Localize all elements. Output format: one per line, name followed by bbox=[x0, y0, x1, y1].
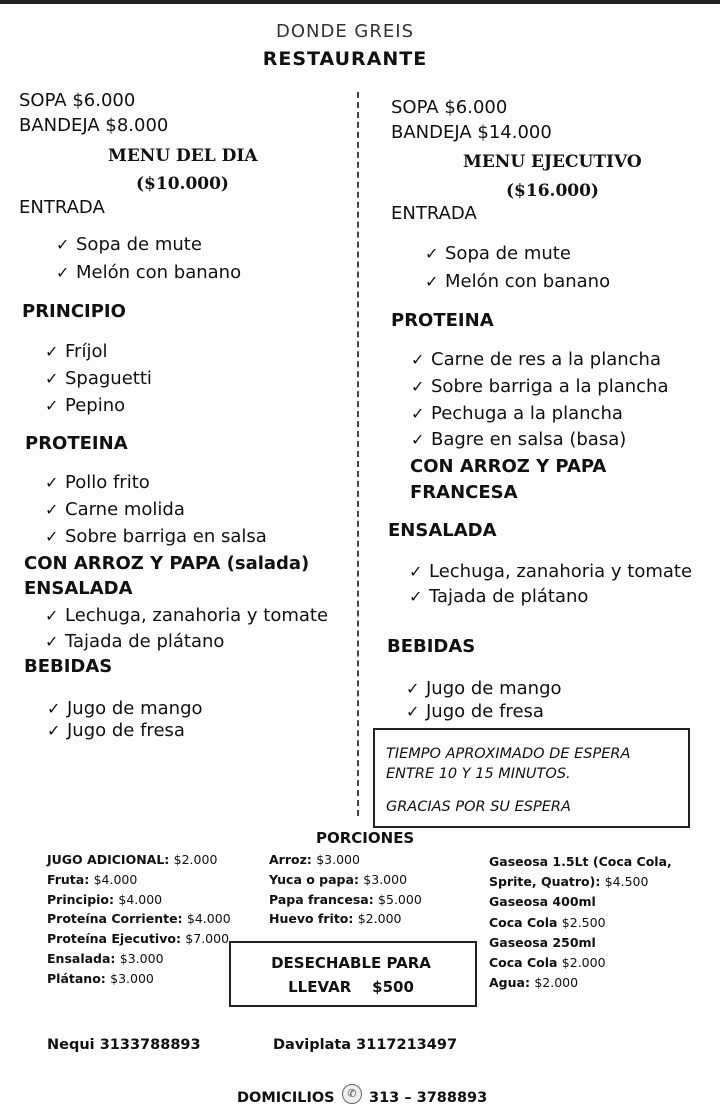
porcion-price: $7.000 bbox=[185, 931, 230, 947]
domicilios-phone: 313 – 3788893 bbox=[369, 1090, 488, 1106]
left-proteina-heading: PROTEINA bbox=[25, 433, 128, 454]
check-icon: ✓ bbox=[45, 606, 59, 625]
check-icon: ✓ bbox=[411, 350, 425, 369]
disposable-box bbox=[229, 941, 477, 1007]
porcion-item bbox=[47, 909, 231, 929]
right-entrada-item: ✓ Sopa de mute bbox=[425, 243, 571, 264]
right-bebidas-item: ✓ Jugo de fresa bbox=[406, 701, 544, 722]
left-bebidas-heading: BEBIDAS bbox=[24, 656, 113, 677]
porcion-item bbox=[269, 850, 422, 870]
whatsapp-icon: ✆ bbox=[342, 1084, 362, 1104]
porcion-label: Agua: bbox=[489, 975, 535, 991]
right-menu-price: ($16.000) bbox=[506, 181, 599, 201]
left-proteina-item: ✓ Pollo frito bbox=[45, 472, 150, 493]
porcion-price: $4.500 bbox=[604, 874, 649, 890]
check-icon: ✓ bbox=[425, 272, 439, 291]
check-icon: ✓ bbox=[411, 430, 425, 449]
porcion-price: $2.000 bbox=[561, 955, 606, 971]
left-ensalada-item: ✓ Tajada de plátano bbox=[45, 631, 225, 652]
porcion-label: JUGO ADICIONAL: bbox=[47, 852, 174, 867]
porcion-label: Fruta: bbox=[47, 871, 94, 887]
left-entrada-heading: ENTRADA bbox=[19, 197, 105, 218]
right-proteina-item: ✓ Pechuga a la plancha bbox=[411, 403, 623, 424]
porcion-item bbox=[489, 872, 672, 892]
porcion-label: Sprite, Quatro): bbox=[489, 874, 605, 890]
restaurant-name: DONDE GREIS bbox=[275, 21, 414, 42]
check-icon: ✓ bbox=[45, 527, 59, 546]
nequi-number: Nequi 3133788893 bbox=[47, 1037, 201, 1053]
porciones-col2 bbox=[269, 850, 422, 929]
left-menu-price: ($10.000) bbox=[136, 174, 229, 194]
right-proteina-item: ✓ Sobre barriga a la plancha bbox=[411, 376, 669, 397]
porcion-label: Gaseosa 400ml bbox=[489, 894, 596, 910]
porcion-label: Yuca o papa: bbox=[269, 871, 364, 887]
porciones-col1 bbox=[47, 850, 231, 989]
check-icon: ✓ bbox=[406, 702, 420, 721]
right-entrada-item: ✓ Melón con banano bbox=[425, 271, 611, 292]
right-menu-title: MENU EJECUTIVO bbox=[463, 152, 642, 172]
porcion-item bbox=[489, 933, 672, 953]
porcion-price: $4.000 bbox=[186, 911, 231, 927]
disposable-line2: LLEVAR $500 bbox=[288, 978, 414, 996]
check-icon: ✓ bbox=[45, 396, 59, 415]
porcion-label: Coca Cola bbox=[489, 955, 562, 971]
right-proteina-item: ✓ Carne de res a la plancha bbox=[411, 349, 661, 370]
porcion-item bbox=[489, 852, 672, 872]
porcion-price: $2.000 bbox=[357, 911, 402, 927]
porcion-label: Ensalada: bbox=[47, 950, 120, 966]
porcion-item bbox=[489, 913, 672, 933]
left-sopa-price: SOPA $6.000 bbox=[19, 90, 136, 111]
check-icon: ✓ bbox=[411, 404, 425, 423]
porcion-item bbox=[489, 973, 672, 993]
right-sopa-price: SOPA $6.000 bbox=[391, 97, 508, 118]
porcion-price: $5.000 bbox=[378, 891, 422, 907]
right-arroz-note-line1: CON ARROZ Y PAPA bbox=[410, 456, 607, 477]
porcion-label: Principio: bbox=[47, 891, 119, 907]
left-bandeja-price: BANDEJA $8.000 bbox=[19, 115, 169, 136]
porcion-price: $3.000 bbox=[363, 871, 408, 887]
right-proteina-heading: PROTEINA bbox=[391, 310, 494, 331]
right-proteina-item: ✓ Bagre en salsa (basa) bbox=[411, 429, 627, 450]
wait-time-line2: ENTRE 10 Y 15 MINUTOS. bbox=[386, 766, 571, 782]
daviplata-number: Daviplata 3117213497 bbox=[273, 1037, 458, 1053]
left-bebidas-item: ✓ Jugo de mango bbox=[47, 698, 203, 719]
porcion-item bbox=[47, 890, 231, 910]
thanks-line: GRACIAS POR SU ESPERA bbox=[386, 799, 571, 815]
check-icon: ✓ bbox=[47, 699, 61, 718]
porcion-label: Papa francesa: bbox=[269, 891, 379, 907]
disposable-line1: DESECHABLE PARA bbox=[271, 954, 431, 972]
left-principio-heading: PRINCIPIO bbox=[22, 301, 126, 322]
check-icon: ✓ bbox=[45, 342, 59, 361]
check-icon: ✓ bbox=[47, 721, 61, 740]
porcion-item bbox=[47, 969, 231, 989]
porciones-heading: PORCIONES bbox=[316, 829, 415, 847]
left-ensalada-item: ✓ Lechuga, zanahoria y tomate bbox=[45, 605, 329, 626]
check-icon: ✓ bbox=[411, 377, 425, 396]
left-proteina-item: ✓ Carne molida bbox=[45, 499, 185, 520]
check-icon: ✓ bbox=[425, 244, 439, 263]
left-proteina-item: ✓ Sobre barriga en salsa bbox=[45, 526, 267, 547]
porcion-price: $3.000 bbox=[119, 950, 164, 966]
check-icon: ✓ bbox=[56, 235, 70, 254]
porcion-price: $2.500 bbox=[561, 914, 606, 930]
right-bebidas-item: ✓ Jugo de mango bbox=[406, 678, 562, 699]
left-entrada-item: ✓ Melón con banano bbox=[56, 262, 242, 283]
porcion-item bbox=[269, 909, 422, 929]
check-icon: ✓ bbox=[45, 632, 59, 651]
porcion-item bbox=[269, 870, 422, 890]
porcion-item bbox=[47, 949, 231, 969]
right-entrada-heading: ENTRADA bbox=[391, 203, 477, 224]
porcion-item bbox=[47, 929, 231, 949]
column-divider bbox=[357, 92, 359, 816]
check-icon: ✓ bbox=[406, 679, 420, 698]
porcion-price: $2.000 bbox=[173, 852, 218, 867]
right-ensalada-heading: ENSALADA bbox=[388, 520, 497, 541]
porcion-price: $3.000 bbox=[110, 970, 154, 986]
check-icon: ✓ bbox=[409, 587, 423, 606]
porcion-item bbox=[47, 870, 231, 890]
porcion-item bbox=[489, 953, 672, 973]
porcion-price: $2.000 bbox=[534, 975, 579, 991]
left-entrada-item: ✓ Sopa de mute bbox=[56, 234, 202, 255]
porcion-item bbox=[269, 890, 422, 910]
porcion-item bbox=[489, 892, 672, 912]
porcion-label: Arroz: bbox=[269, 852, 317, 867]
porcion-label: Gaseosa 1.5Lt (Coca Cola, bbox=[489, 854, 672, 869]
porcion-label: Huevo frito: bbox=[269, 911, 358, 927]
check-icon: ✓ bbox=[45, 369, 59, 388]
right-bebidas-heading: BEBIDAS bbox=[387, 636, 476, 657]
check-icon: ✓ bbox=[409, 562, 423, 581]
restaurant-subtitle: RESTAURANTE bbox=[262, 48, 428, 70]
right-ensalada-item: ✓ Tajada de plátano bbox=[409, 586, 589, 607]
porcion-label: Proteína Corriente: bbox=[47, 911, 187, 927]
porcion-label: Proteína Ejecutivo: bbox=[47, 931, 186, 947]
right-bandeja-price: BANDEJA $14.000 bbox=[391, 122, 552, 143]
wait-time-line1: TIEMPO APROXIMADO DE ESPERA bbox=[386, 746, 631, 762]
check-icon: ✓ bbox=[45, 473, 59, 492]
left-arroz-note: CON ARROZ Y PAPA (salada) bbox=[24, 553, 310, 574]
right-ensalada-item: ✓ Lechuga, zanahoria y tomate bbox=[409, 561, 693, 582]
left-principio-item: ✓ Fríjol bbox=[45, 341, 108, 362]
porcion-price: $3.000 bbox=[316, 852, 360, 867]
porciones-col3 bbox=[489, 852, 672, 993]
check-icon: ✓ bbox=[56, 263, 70, 282]
porcion-item bbox=[47, 850, 231, 870]
top-border bbox=[0, 0, 720, 4]
right-arroz-note-line2: FRANCESA bbox=[410, 482, 518, 503]
left-menu-title: MENU DEL DIA bbox=[108, 146, 258, 166]
porcion-label: Gaseosa 250ml bbox=[489, 934, 596, 950]
porcion-label: Coca Cola bbox=[489, 914, 562, 930]
left-ensalada-heading: ENSALADA bbox=[24, 578, 133, 599]
left-bebidas-item: ✓ Jugo de fresa bbox=[47, 720, 185, 741]
porcion-price: $4.000 bbox=[93, 871, 138, 887]
check-icon: ✓ bbox=[45, 500, 59, 519]
left-principio-item: ✓ Spaguetti bbox=[45, 368, 152, 389]
domicilios-label: DOMICILIOS bbox=[237, 1090, 335, 1106]
porcion-label: Plátano: bbox=[47, 970, 111, 986]
porcion-price: $4.000 bbox=[118, 891, 163, 907]
left-principio-item: ✓ Pepino bbox=[45, 395, 126, 416]
